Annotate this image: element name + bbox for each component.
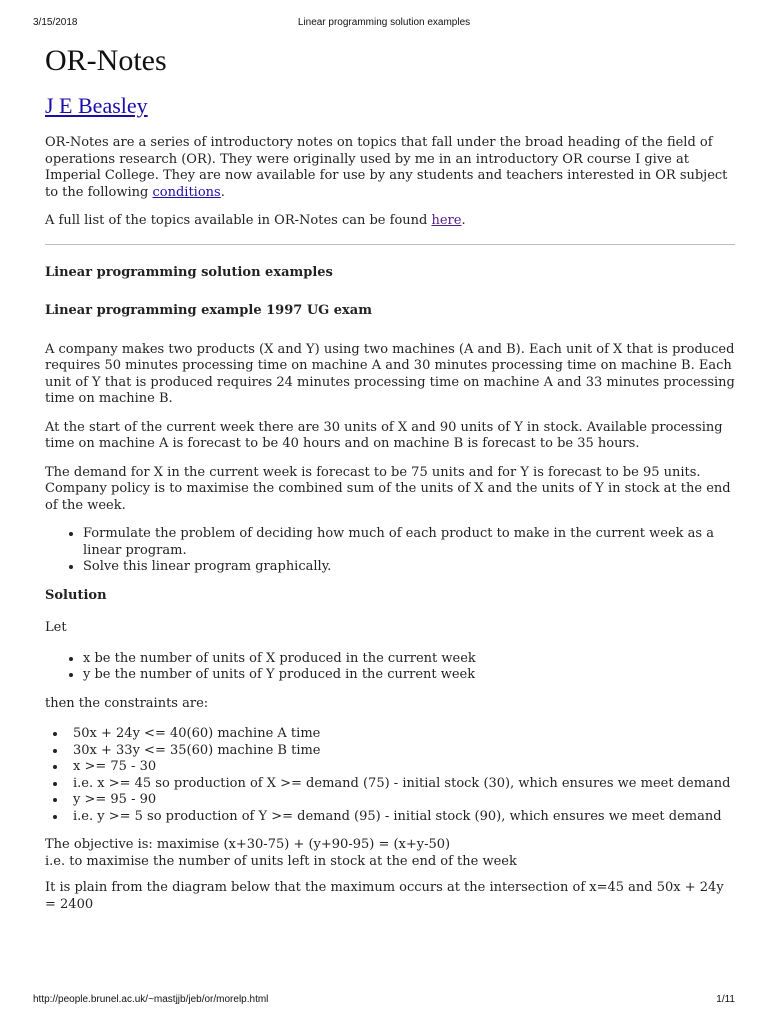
list-item: • y be the number of units of Y produced in the current week	[83, 667, 735, 684]
objective-paragraph	[45, 837, 735, 870]
demand-paragraph: The demand for X in the current week is forecast to be 75 units and for Y is forecast to be 95 units. Company policy is to maximise the combined sum of the units of X and the units of Y in stock at the end of the week.	[45, 464, 731, 513]
problem-paragraph: A company makes two products (X and Y) using two machines (A and B). Each unit of X that is produced requires 50 minutes processing time on machine A and 30 minutes processing time on machine B. Each unit of Y that is produced requires 24 minutes processing time on machine A and 33 minutes processing time on machine B.	[45, 341, 735, 406]
intro-paragraph	[45, 135, 735, 201]
task-list	[45, 526, 735, 576]
stock-paragraph: At the start of the current week there are 30 units of X and 90 units of Y in stock. Available processing time on machine A is forecast to be 40 hours and on machine B is forecast to be 35 hours.	[45, 419, 723, 451]
divider	[45, 244, 735, 245]
print-date: 3/15/2018	[33, 17, 78, 28]
example-heading: Linear programming example 1997 UG exam	[45, 303, 372, 318]
page-number: 1/11	[716, 994, 735, 1005]
solution-heading: Solution	[45, 587, 107, 603]
intro-tail: .	[220, 184, 225, 200]
print-footer	[0, 994, 768, 1008]
list-item: • x be the number of units of X produced in the current week	[83, 651, 735, 668]
constraints-intro: then the constraints are:	[45, 695, 209, 711]
list-item: • i.e. x >= 45 so production of X >= demand (75) - initial stock (30), which ensures we meet demand	[67, 776, 735, 793]
objective-explanation: i.e. to maximise the number of units left in stock at the end of the week	[45, 853, 517, 869]
list-item: • i.e. y >= 5 so production of Y >= demand (95) - initial stock (90), which ensures we meet demand	[67, 809, 735, 826]
conclusion-paragraph: It is plain from the diagram below that the maximum occurs at the intersection of x=45 and 50x + 24y = 2400	[45, 880, 724, 912]
topics-tail: .	[461, 213, 466, 228]
list-item: • Solve this linear program graphically.	[83, 559, 735, 576]
let-text: Let	[45, 620, 67, 635]
here-link[interactable]: here	[431, 213, 462, 228]
print-url: http://people.brunel.ac.uk/~mastjjb/jeb/or/morelp.html	[33, 994, 269, 1005]
constraint-list	[45, 726, 735, 825]
main-content	[45, 38, 735, 925]
author-link[interactable]: J E Beasley	[45, 93, 148, 118]
list-item: • 50x + 24y <= 40(60) machine A time	[67, 726, 735, 743]
intro-text: OR-Notes are a series of introductory notes on topics that fall under the broad heading of the field of operations research (OR). They were originally used by me in an introductory OR course I give at Imperial College. They are now available for use by any students and teachers interested in OR subject to the following	[45, 135, 728, 200]
objective-line: The objective is: maximise (x+30-75) + (y+90-95) = (x+y-50)	[45, 837, 451, 852]
list-item: • x >= 75 - 30	[67, 759, 735, 776]
list-item: • y >= 95 - 90	[67, 792, 735, 809]
print-header	[0, 17, 768, 31]
topics-paragraph	[45, 213, 735, 230]
site-title: OR-Notes	[45, 44, 167, 77]
print-title: Linear programming solution examples	[297, 17, 471, 28]
author-heading	[45, 93, 735, 119]
list-item: • Formulate the problem of deciding how much of each product to make in the current week as a linear program.	[83, 526, 735, 559]
section-heading: Linear programming solution examples	[45, 264, 333, 280]
conditions-link[interactable]: conditions	[152, 184, 221, 200]
topics-text: A full list of the topics available in OR-Notes can be found	[45, 213, 432, 228]
list-item: • 30x + 33y <= 35(60) machine B time	[67, 743, 735, 760]
variable-list	[45, 651, 735, 684]
